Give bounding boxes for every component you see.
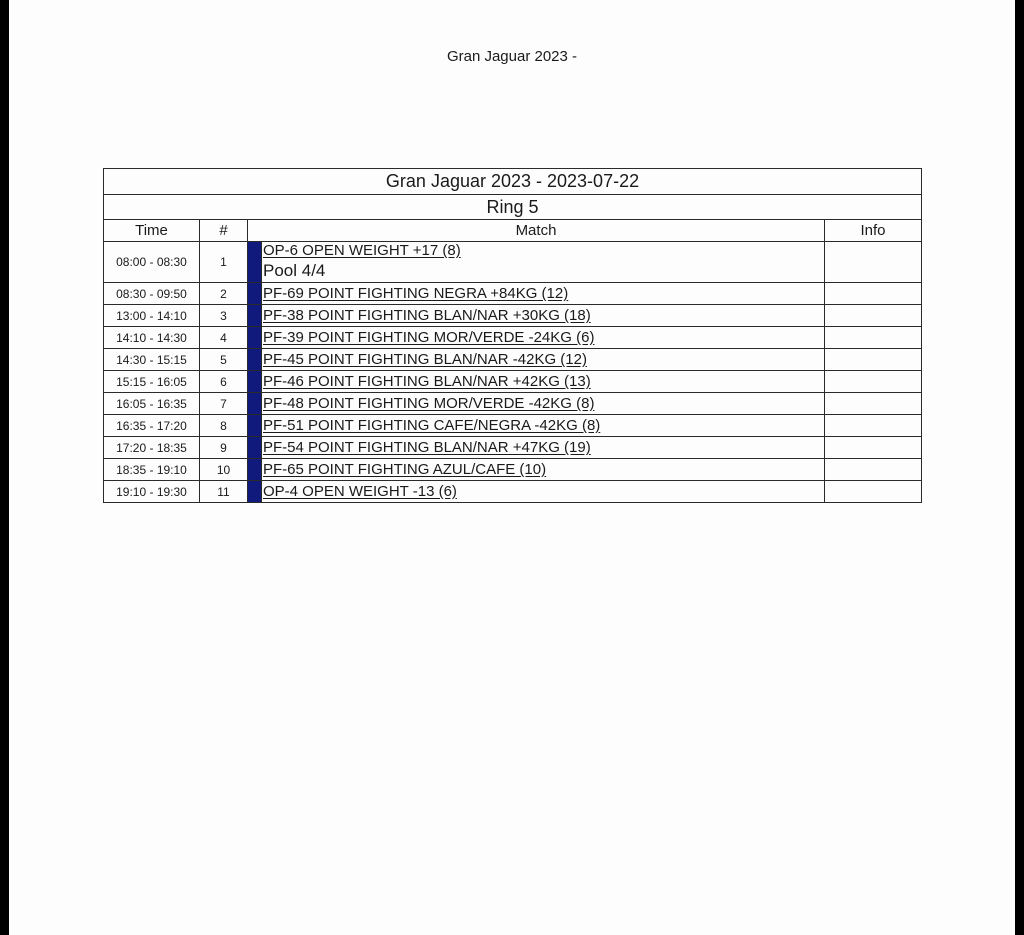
match-name: PF-65 POINT FIGHTING AZUL/CAFE (10) xyxy=(263,461,547,478)
ring-color-bar xyxy=(248,283,262,305)
match-cell xyxy=(262,305,825,327)
match-name: PF-51 POINT FIGHTING CAFE/NEGRA -42KG (8) xyxy=(263,417,601,434)
match-info xyxy=(825,393,922,415)
table-row xyxy=(104,437,922,459)
match-number: 10 xyxy=(200,459,248,481)
match-time: 18:35 - 19:10 xyxy=(104,459,200,481)
match-cell xyxy=(262,415,825,437)
match-time: 13:00 - 14:10 xyxy=(104,305,200,327)
table-title-row xyxy=(104,169,922,195)
match-cell xyxy=(262,283,825,305)
page-title: Gran Jaguar 2023 - xyxy=(446,48,578,65)
ring-color-bar xyxy=(248,349,262,371)
match-info xyxy=(825,283,922,305)
table-row xyxy=(104,459,922,481)
match-number: 5 xyxy=(200,349,248,371)
match-info xyxy=(825,371,922,393)
table-title: Gran Jaguar 2023 - 2023-07-22 xyxy=(104,169,922,195)
match-cell xyxy=(262,481,825,503)
match-number: 3 xyxy=(200,305,248,327)
match-number: 11 xyxy=(200,481,248,503)
column-header-number: # xyxy=(200,220,248,242)
ring-color-bar xyxy=(248,327,262,349)
ring-color-bar xyxy=(248,242,262,283)
match-number: 8 xyxy=(200,415,248,437)
match-name: OP-4 OPEN WEIGHT -13 (6) xyxy=(263,483,457,500)
schedule-table xyxy=(103,168,922,503)
ring-color-bar xyxy=(248,437,262,459)
match-time: 08:00 - 08:30 xyxy=(104,242,200,283)
table-row xyxy=(104,371,922,393)
match-name: PF-54 POINT FIGHTING BLAN/NAR +47KG (19) xyxy=(263,439,591,456)
match-name: PF-69 POINT FIGHTING NEGRA +84KG (12) xyxy=(263,285,569,302)
match-time: 14:10 - 14:30 xyxy=(104,327,200,349)
column-header-match: Match xyxy=(248,220,825,242)
match-name: OP-6 OPEN WEIGHT +17 (8) xyxy=(263,242,461,259)
match-cell xyxy=(262,327,825,349)
column-header-row xyxy=(104,220,922,242)
match-time: 16:05 - 16:35 xyxy=(104,393,200,415)
match-info xyxy=(825,242,922,283)
match-name: PF-46 POINT FIGHTING BLAN/NAR +42KG (13) xyxy=(263,373,591,390)
column-header-info: Info xyxy=(825,220,922,242)
match-time: 19:10 - 19:30 xyxy=(104,481,200,503)
match-time: 16:35 - 17:20 xyxy=(104,415,200,437)
ring-label: Ring 5 xyxy=(104,195,922,220)
match-cell xyxy=(262,242,825,283)
match-number: 6 xyxy=(200,371,248,393)
match-name: PF-45 POINT FIGHTING BLAN/NAR -42KG (12) xyxy=(263,351,587,368)
match-time: 15:15 - 16:05 xyxy=(104,371,200,393)
match-info xyxy=(825,305,922,327)
match-info xyxy=(825,349,922,371)
ring-color-bar xyxy=(248,481,262,503)
match-name: PF-38 POINT FIGHTING BLAN/NAR +30KG (18) xyxy=(263,307,591,324)
match-info xyxy=(825,415,922,437)
table-row xyxy=(104,481,922,503)
match-number: 1 xyxy=(200,242,248,283)
table-row xyxy=(104,415,922,437)
match-number: 2 xyxy=(200,283,248,305)
match-number: 9 xyxy=(200,437,248,459)
match-cell xyxy=(262,349,825,371)
match-info xyxy=(825,459,922,481)
ring-color-bar xyxy=(248,371,262,393)
match-number: 7 xyxy=(200,393,248,415)
ring-color-bar xyxy=(248,393,262,415)
table-row xyxy=(104,305,922,327)
match-time: 17:20 - 18:35 xyxy=(104,437,200,459)
ring-row xyxy=(104,195,922,220)
table-row xyxy=(104,327,922,349)
ring-color-bar xyxy=(248,459,262,481)
match-info xyxy=(825,327,922,349)
match-name: PF-48 POINT FIGHTING MOR/VERDE -42KG (8) xyxy=(263,395,595,412)
match-name: PF-39 POINT FIGHTING MOR/VERDE -24KG (6) xyxy=(263,329,595,346)
table-row xyxy=(104,393,922,415)
document-page xyxy=(9,0,1015,935)
ring-color-bar xyxy=(248,415,262,437)
match-time: 14:30 - 15:15 xyxy=(104,349,200,371)
table-row xyxy=(104,283,922,305)
match-number: 4 xyxy=(200,327,248,349)
match-time: 08:30 - 09:50 xyxy=(104,283,200,305)
ring-color-bar xyxy=(248,305,262,327)
table-row xyxy=(104,349,922,371)
match-info xyxy=(825,437,922,459)
match-cell xyxy=(262,393,825,415)
table-row xyxy=(104,242,922,283)
match-cell xyxy=(262,459,825,481)
match-cell xyxy=(262,371,825,393)
match-info xyxy=(825,481,922,503)
match-cell xyxy=(262,437,825,459)
pool-label: Pool 4/4 xyxy=(263,261,326,280)
column-header-time: Time xyxy=(104,220,200,242)
